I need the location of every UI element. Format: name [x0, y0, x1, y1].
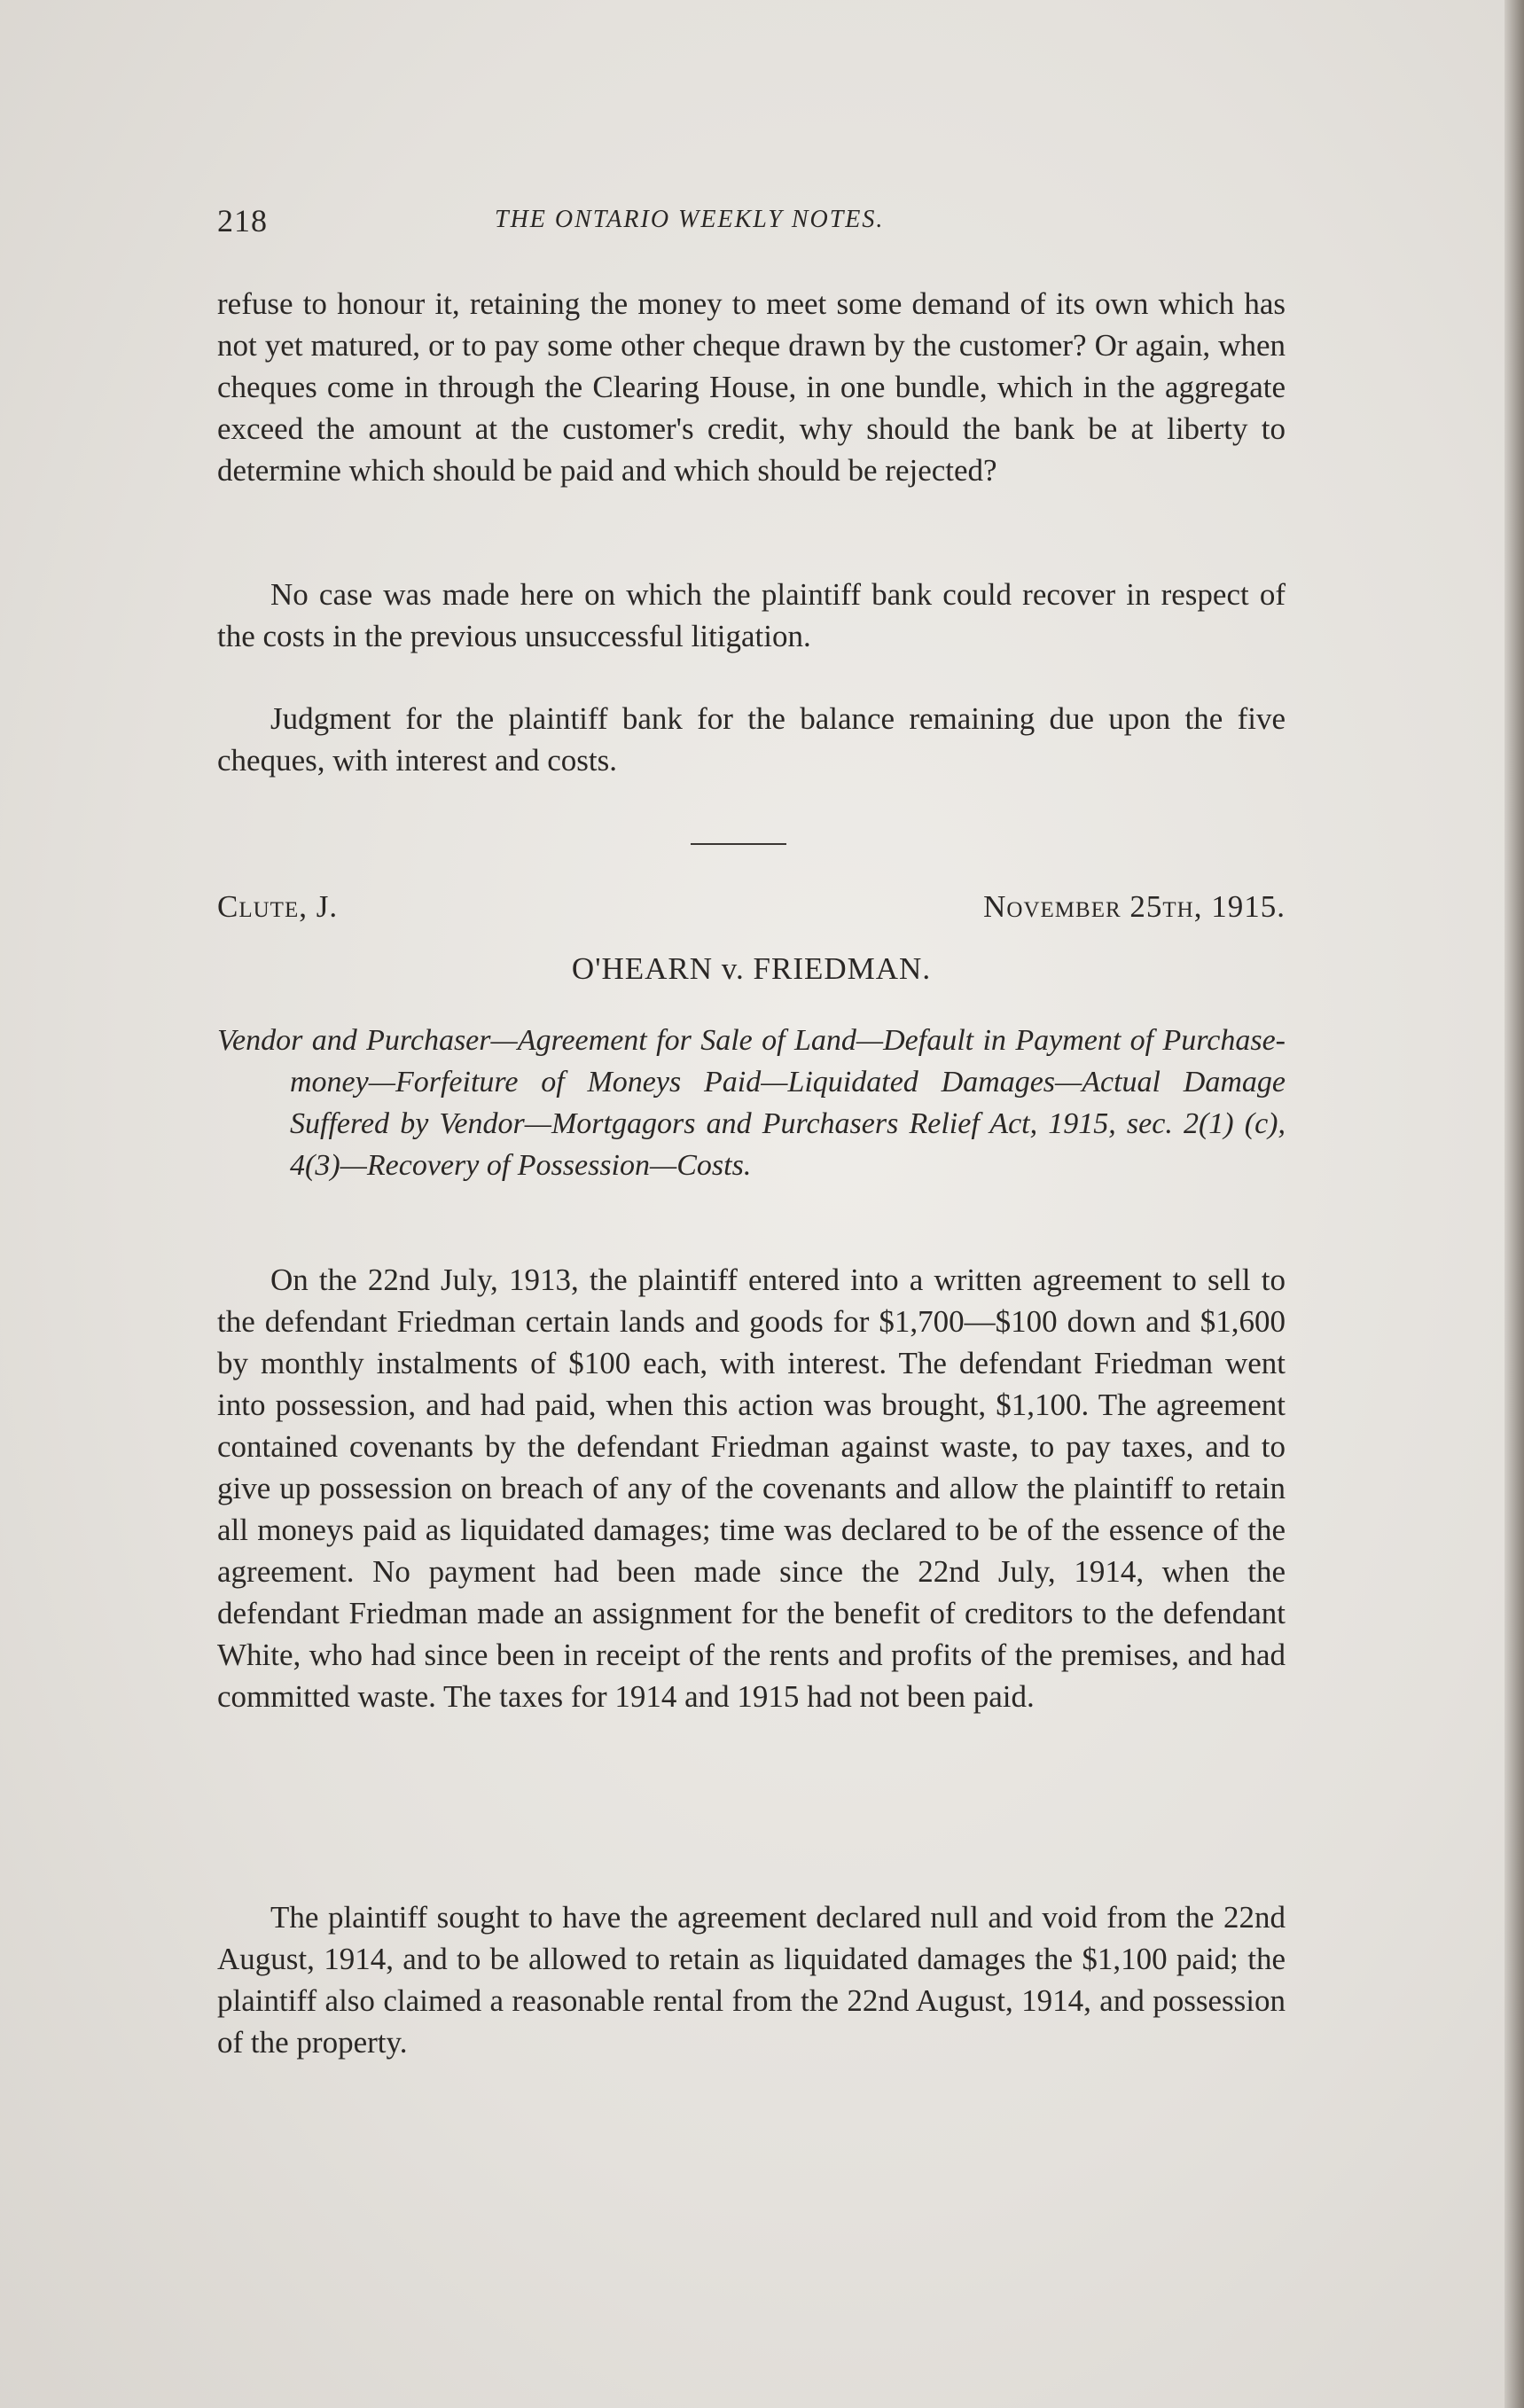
no-case-paragraph: No case was made here on which the plaintiff bank could recover in respect of the costs in the previous unsuccessful litigation. [217, 577, 1286, 653]
continuation-paragraph: refuse to honour it, retaining the money to meet some demand of its own which has not yet matured, or to pay some other cheque drawn by the customer? Or again, when cheques come in through the Clearing House, in one bundle, which in the aggregate exceed the amount at the customer's credit, why should the bank be at liberty to determine which should be paid and which should be rejected? [217, 286, 1286, 488]
facts-paragraph: On the 22nd July, 1913, the plaintiff entered into a written agreement to sell to the defendant Friedman certain lands and goods for $1,700—$100 down and $1,600 by monthly instalments of $100 each, with interest. The defendant Friedman went into possession, and had paid, when this action was brought, $1,100. The agreement contained covenants by the defendant Friedman against waste, to pay taxes, and to give up possession on breach of any of the covenants and allow the plaintiff to retain all moneys paid as liquidated damages; time was declared to be of the essence of the agreement. No payment had been made since the 22nd July, 1914, when the defendant Friedman made an assignment for the benefit of creditors to the defendant White, who had since been in receipt of the rents and profits of the premises, and had committed waste. The taxes for 1914 and 1915 had not been paid. [217, 1263, 1286, 1714]
page-number: 218 [217, 203, 268, 238]
judgment-paragraph: Judgment for the plaintiff bank for the balance remaining due upon the five cheques, with interest and costs. [217, 701, 1286, 778]
claim-paragraph: The plaintiff sought to have the agreement declared null and void from the 22nd August, 1914, and to be allowed to retain as liquidated damages the $1,100 paid; the plaintiff also claimed a reasonable rental from the 22nd August, 1914, and possession of the property. [217, 1900, 1286, 2060]
running-head: THE ONTARIO WEEKLY NOTES. [495, 206, 885, 233]
page-header [217, 202, 1290, 246]
judge-name: Clute, J. [217, 889, 339, 924]
headnote: Vendor and Purchaser—Agreement for Sale of Land—Default in Payment of Purchase-money—Forfeiture of Moneys Paid—Liquidated Damages—Actual Damage Suffered by Vendor—Mortgagors and Purchasers Relief Act, 1915, sec. 2(1) (c), 4(3)—Recovery of Possession—Costs. [217, 1024, 1286, 1182]
page-edge-shadow [1504, 0, 1524, 2408]
case-title: O'HEARN v. FRIEDMAN. [571, 951, 932, 986]
decision-date: November 25th, 1915. [983, 889, 1286, 924]
section-divider [691, 843, 786, 845]
